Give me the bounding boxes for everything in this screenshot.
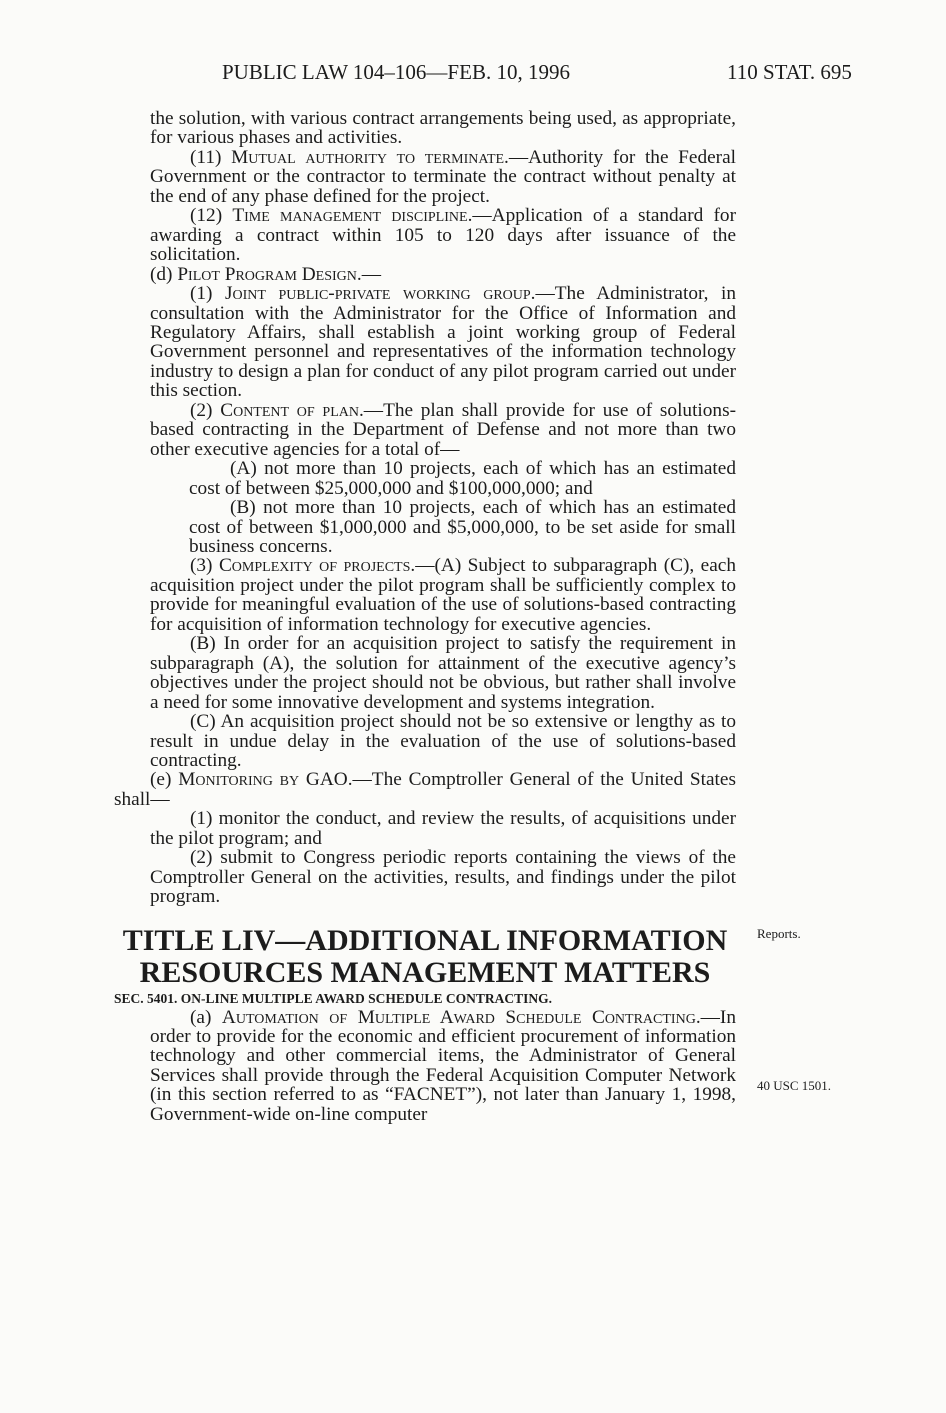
paragraph-d2: (2) Content of plan.—The plan shall provide for use of solutions-based contracting in the Department of Defense and not more than two other executive agencies for a total of— bbox=[150, 399, 736, 460]
continuation-paragraph: the solution, with various contract arrangements being used, as appropriate, for various phases and activities. bbox=[150, 108, 736, 149]
subsection-a-heading: Automation of Multiple Award Schedule Contracting bbox=[221, 1006, 696, 1028]
body-text bbox=[114, 109, 736, 1124]
subsection-d-heading: Pilot Program Design bbox=[177, 263, 357, 285]
paragraph-11-heading: Mutual authority to terminate bbox=[231, 146, 505, 168]
paragraph-d1: (1) Joint public-private working group.—The Administrator, in consultation with the Administrator for the Office of Information and Regulatory Affairs, shall establish a joint working group of Federal Government personnel and representatives of the information technology industry to design a plan for conduct of any pilot program carried out under this section. bbox=[150, 283, 736, 402]
subparagraph-d3-c: (C) An acquisition project should not be so extensive or lengthy as to result in undue delay in the evaluation of the use of solutions-based contracting. bbox=[150, 711, 736, 771]
subsection-e-heading: Monitoring by GAO bbox=[178, 769, 348, 791]
paragraph-e1: (1) monitor the conduct, and review the results, of acquisitions under the pilot program; and bbox=[150, 808, 736, 849]
subsection-d: (d) Pilot Program Design.— bbox=[150, 263, 381, 285]
subparagraph-d3-b: (B) In order for an acquisition project to satisfy the requirement in subparagraph (A), the solution for attainment of the executive agency’s objectives under the project should not be obvious, but rather shall involve a need for some innovative development and systems integration. bbox=[150, 633, 736, 713]
subparagraph-d2-a: (A) not more than 10 projects, each of which has an estimated cost of between $25,000,000 and $100,000,000; and bbox=[189, 458, 736, 499]
section-heading: SEC. 5401. ON-LINE MULTIPLE AWARD SCHEDULE CONTRACTING. bbox=[114, 990, 552, 1006]
subparagraph-d2-b: (B) not more than 10 projects, each of which has an estimated cost of between $1,000,000 and $5,000,000, to be set aside for small business concerns. bbox=[189, 497, 736, 557]
subsection-e: (e) Monitoring by GAO.—The Comptroller General of the United States shall— bbox=[114, 769, 736, 810]
title-line-1: TITLE LIV—ADDITIONAL INFORMATION bbox=[122, 923, 728, 957]
margin-note-usc: 40 USC 1501. bbox=[757, 1078, 832, 1093]
paragraph-12: (12) Time management discipline.—Application of a standard for awarding a contract within 105 to 120 days after issuance of the solicitation. bbox=[150, 205, 736, 266]
paragraph-11: (11) Mutual authority to terminate.—Authority for the Federal Government or the contractor to terminate the contract without penalty at the end of any phase defined for the project. bbox=[150, 146, 736, 207]
running-header: PUBLIC LAW 104–106—FEB. 10, 1996 bbox=[222, 60, 570, 84]
page-number: 110 STAT. 695 bbox=[727, 60, 852, 84]
margin-note-reports: Reports. bbox=[757, 926, 801, 941]
paragraph-12-heading: Time management discipline bbox=[232, 205, 468, 227]
paragraph-e2: (2) submit to Congress periodic reports containing the views of the Comptroller General on the activities, results, and findings under the pilot program. bbox=[150, 847, 736, 908]
title-line-2: RESOURCES MANAGEMENT MATTERS bbox=[139, 955, 711, 989]
subsection-a: (a) Automation of Multiple Award Schedule Contracting.—In order to provide for the economic and efficient procurement of information technology and other commercial items, the Administrator of General Services shall provide through the Federal Acquisition Computer Network (in this section referred to as “FACNET”), not later than January 1, 1998, Government-wide on-line computer bbox=[150, 1006, 736, 1125]
title-heading bbox=[114, 925, 736, 989]
paragraph-d3-heading: Complexity of projects bbox=[218, 555, 411, 577]
paragraph-d1-heading: Joint public-private working group bbox=[225, 283, 531, 305]
paragraph-d2-heading: Content of plan bbox=[220, 399, 359, 421]
paragraph-d3: (3) Complexity of projects.—(A) Subject to subparagraph (C), each acquisition project under the pilot program shall be sufficiently complex to provide for meaningful evaluation of the use of solutions-based contracting for acquisition of information technology for executive agencies. bbox=[150, 555, 736, 635]
